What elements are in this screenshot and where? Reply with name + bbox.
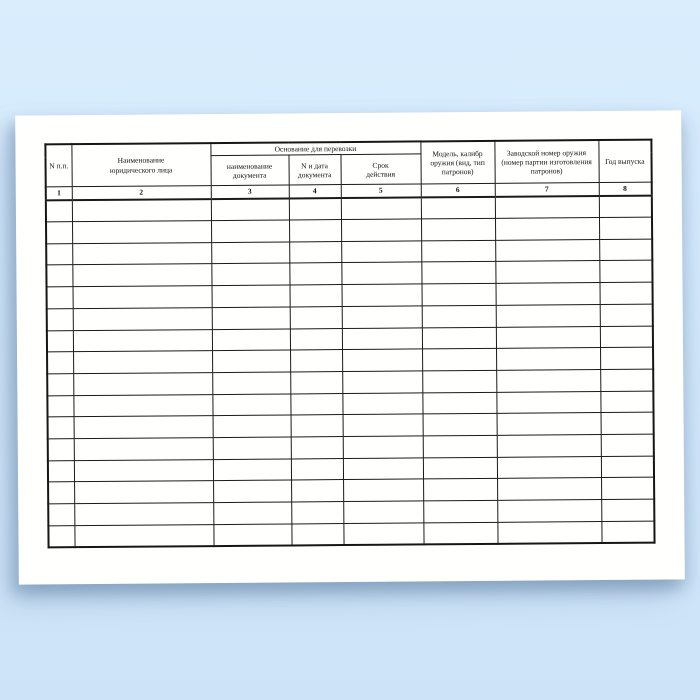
empty-cell bbox=[290, 306, 342, 328]
empty-cell bbox=[74, 416, 213, 439]
empty-cell bbox=[600, 304, 653, 326]
empty-cell bbox=[213, 524, 291, 546]
empty-cell bbox=[495, 239, 599, 262]
empty-cell bbox=[291, 523, 343, 545]
empty-cell bbox=[601, 499, 654, 521]
empty-cell bbox=[291, 502, 343, 524]
empty-cell bbox=[342, 284, 422, 306]
empty-cell bbox=[422, 283, 496, 305]
column-number-cell: 5 bbox=[341, 184, 421, 198]
empty-cell bbox=[496, 369, 600, 392]
empty-cell bbox=[47, 330, 73, 352]
empty-cell bbox=[497, 413, 601, 436]
empty-cell bbox=[601, 434, 654, 456]
empty-cell bbox=[343, 458, 423, 480]
empty-cell bbox=[601, 456, 654, 478]
empty-cell bbox=[289, 198, 341, 220]
transport-registry-table bbox=[44, 139, 655, 549]
empty-cell bbox=[496, 348, 600, 371]
empty-cell bbox=[342, 306, 422, 328]
empty-cell bbox=[48, 525, 74, 547]
empty-cell bbox=[497, 500, 601, 523]
empty-cell bbox=[211, 220, 289, 242]
table-row bbox=[48, 521, 654, 547]
empty-cell bbox=[289, 241, 341, 263]
empty-cell bbox=[47, 308, 73, 330]
empty-cell bbox=[423, 522, 497, 544]
empty-cell bbox=[291, 458, 343, 480]
empty-cell bbox=[74, 438, 213, 461]
empty-cell bbox=[47, 352, 73, 374]
empty-cell bbox=[421, 262, 495, 284]
column-number-cell: 8 bbox=[599, 183, 652, 196]
empty-cell bbox=[343, 479, 423, 501]
empty-cell bbox=[48, 439, 74, 461]
column-header-npp: N п.п. bbox=[45, 144, 71, 187]
empty-cell bbox=[48, 460, 74, 482]
empty-cell bbox=[422, 327, 496, 349]
empty-cell bbox=[343, 436, 423, 458]
column-header-validity bbox=[340, 154, 420, 185]
empty-cell bbox=[48, 504, 74, 526]
empty-cell bbox=[343, 523, 423, 545]
empty-cell bbox=[213, 437, 291, 459]
empty-cell bbox=[342, 371, 422, 393]
empty-cell bbox=[341, 241, 421, 263]
empty-cell bbox=[212, 307, 290, 329]
empty-cell bbox=[73, 307, 212, 330]
empty-cell bbox=[211, 242, 289, 264]
empty-cell bbox=[341, 197, 421, 219]
empty-cell bbox=[423, 414, 497, 436]
empty-cell bbox=[497, 434, 601, 457]
empty-cell bbox=[212, 328, 290, 350]
empty-cell bbox=[212, 285, 290, 307]
column-number-cell: 6 bbox=[421, 184, 495, 198]
empty-cell bbox=[211, 198, 289, 220]
empty-cell bbox=[73, 351, 212, 374]
column-number-cell: 1 bbox=[46, 187, 72, 200]
document-sheet bbox=[15, 110, 685, 584]
column-header-legal-entity-text: Наименование юридического лица bbox=[109, 155, 173, 175]
empty-cell bbox=[72, 221, 211, 244]
empty-cell bbox=[497, 456, 601, 479]
empty-cell bbox=[496, 326, 600, 349]
empty-cell bbox=[495, 196, 599, 219]
empty-cell bbox=[342, 327, 422, 349]
empty-cell bbox=[211, 263, 289, 285]
empty-cell bbox=[48, 417, 74, 439]
empty-cell bbox=[421, 218, 495, 240]
empty-cell bbox=[421, 197, 495, 219]
empty-cell bbox=[46, 200, 72, 222]
empty-cell bbox=[213, 459, 291, 481]
empty-cell bbox=[422, 392, 496, 414]
empty-cell bbox=[421, 240, 495, 262]
empty-cell bbox=[290, 393, 342, 415]
empty-cell bbox=[47, 374, 73, 396]
empty-cell bbox=[599, 239, 652, 261]
empty-cell bbox=[343, 414, 423, 436]
column-header-document-number-date: N и дата документа bbox=[288, 155, 340, 185]
empty-cell bbox=[600, 282, 653, 304]
column-group-header-transport-basis: Основание для перевозки bbox=[210, 141, 420, 156]
empty-cell bbox=[601, 412, 654, 434]
empty-cell bbox=[422, 305, 496, 327]
column-header-model-caliber: Модель, калибр оружия (вид, тип патронов) bbox=[420, 141, 494, 184]
empty-cell bbox=[213, 415, 291, 437]
empty-cell bbox=[73, 372, 212, 395]
empty-cell bbox=[343, 501, 423, 523]
empty-cell bbox=[72, 264, 211, 287]
empty-cell bbox=[599, 261, 652, 283]
empty-cell bbox=[496, 304, 600, 327]
empty-cell bbox=[73, 394, 212, 417]
column-header-document-name: наименование документа bbox=[210, 155, 288, 186]
empty-cell bbox=[600, 347, 653, 369]
empty-cell bbox=[74, 459, 213, 482]
empty-cell bbox=[290, 328, 342, 350]
empty-cell bbox=[423, 500, 497, 522]
empty-rows bbox=[46, 195, 655, 547]
empty-cell bbox=[601, 521, 654, 543]
column-header-serial-number: Заводской номер оружия (номер партии изготовления патронов) bbox=[494, 140, 598, 184]
empty-cell bbox=[46, 243, 72, 265]
empty-cell bbox=[48, 482, 74, 504]
empty-cell bbox=[289, 263, 341, 285]
empty-cell bbox=[47, 287, 73, 309]
empty-cell bbox=[212, 394, 290, 416]
column-number-cell: 7 bbox=[495, 183, 599, 197]
empty-cell bbox=[599, 195, 652, 217]
empty-cell bbox=[495, 218, 599, 241]
column-header-validity-text: Срок действия bbox=[366, 160, 396, 179]
empty-cell bbox=[423, 479, 497, 501]
empty-cell bbox=[422, 349, 496, 371]
empty-cell bbox=[291, 415, 343, 437]
empty-cell bbox=[495, 261, 599, 284]
empty-cell bbox=[213, 502, 291, 524]
empty-cell bbox=[600, 391, 653, 413]
column-number-cell: 4 bbox=[289, 185, 341, 198]
empty-cell bbox=[600, 369, 653, 391]
empty-cell bbox=[212, 350, 290, 372]
empty-cell bbox=[496, 391, 600, 414]
empty-cell bbox=[290, 371, 342, 393]
empty-cell bbox=[74, 503, 213, 526]
empty-cell bbox=[599, 217, 652, 239]
empty-cell bbox=[291, 436, 343, 458]
empty-cell bbox=[46, 265, 72, 287]
empty-cell bbox=[213, 480, 291, 502]
empty-cell bbox=[497, 478, 601, 501]
empty-cell bbox=[341, 262, 421, 284]
column-header-year: Год выпуска bbox=[598, 140, 651, 183]
column-number-cell: 3 bbox=[211, 185, 289, 199]
empty-cell bbox=[342, 392, 422, 414]
empty-cell bbox=[422, 370, 496, 392]
empty-cell bbox=[496, 283, 600, 306]
empty-cell bbox=[290, 350, 342, 372]
empty-cell bbox=[72, 242, 211, 265]
column-header-legal-entity bbox=[71, 143, 210, 187]
empty-cell bbox=[601, 477, 654, 499]
empty-cell bbox=[46, 222, 72, 244]
empty-cell bbox=[497, 521, 601, 544]
empty-cell bbox=[74, 481, 213, 504]
column-number-cell: 2 bbox=[72, 186, 211, 200]
empty-cell bbox=[423, 457, 497, 479]
empty-cell bbox=[600, 326, 653, 348]
empty-cell bbox=[47, 395, 73, 417]
empty-cell bbox=[342, 349, 422, 371]
empty-cell bbox=[341, 219, 421, 241]
empty-cell bbox=[73, 286, 212, 309]
empty-cell bbox=[72, 199, 211, 222]
empty-cell bbox=[423, 435, 497, 457]
empty-cell bbox=[73, 329, 212, 352]
empty-cell bbox=[212, 372, 290, 394]
empty-cell bbox=[291, 480, 343, 502]
empty-cell bbox=[289, 220, 341, 242]
empty-cell bbox=[290, 285, 342, 307]
empty-cell bbox=[74, 524, 213, 547]
